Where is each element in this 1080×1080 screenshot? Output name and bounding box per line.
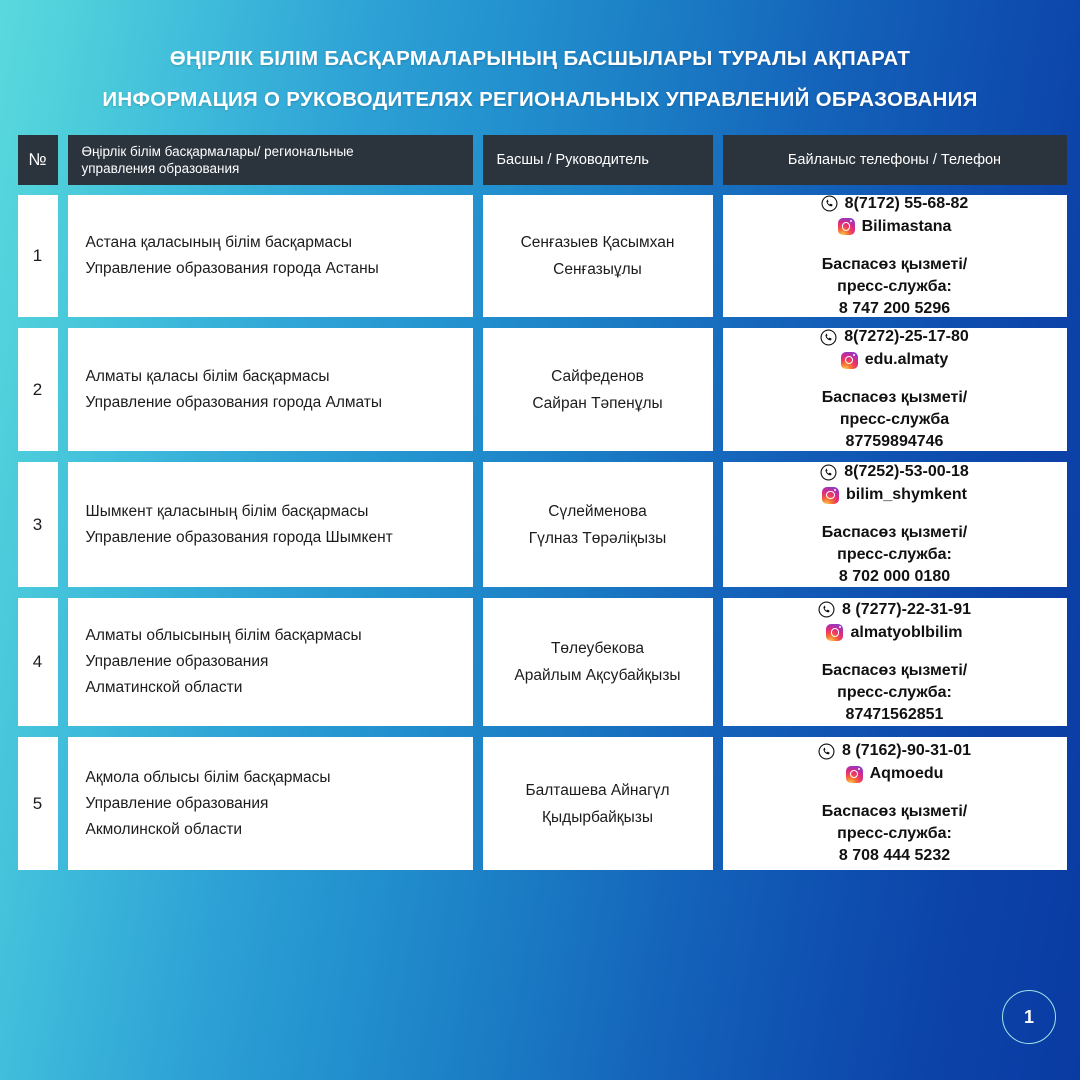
press-service-block bbox=[822, 522, 967, 588]
head-name-line1: Сайфеденов bbox=[551, 367, 644, 385]
organization-line-kk: Ақмола облысы білім басқармасы bbox=[85, 768, 331, 786]
column-header-organization-line2: управления образования bbox=[81, 161, 240, 176]
table-row bbox=[18, 462, 1063, 587]
row-number: 1 bbox=[18, 195, 58, 317]
instagram-handle: bilim_shymkent bbox=[846, 486, 967, 503]
phone-number: 8 (7162)-90-31-01 bbox=[842, 742, 971, 759]
press-phone: 87471562851 bbox=[845, 705, 944, 723]
instagram-icon bbox=[838, 218, 855, 235]
instagram-icon bbox=[841, 352, 858, 369]
press-phone: 8 708 444 5232 bbox=[838, 847, 951, 864]
press-line-ru: пресс-служба: bbox=[837, 683, 952, 701]
row-number: 5 bbox=[18, 737, 58, 870]
press-line-kk: Баспасөз қызметі/ bbox=[821, 255, 968, 273]
table-row bbox=[18, 737, 1063, 870]
instagram-line bbox=[841, 349, 949, 371]
organization-cell bbox=[68, 598, 473, 726]
contact-cell bbox=[723, 598, 1067, 726]
organization-cell bbox=[68, 328, 473, 451]
instagram-handle: edu.almaty bbox=[864, 351, 949, 368]
table-row bbox=[18, 195, 1063, 317]
row-number: 2 bbox=[18, 328, 58, 451]
phone-line bbox=[818, 599, 971, 621]
head-name-line2: Сайран Тәпенұлы bbox=[532, 394, 663, 412]
press-phone: 87759894746 bbox=[845, 433, 944, 450]
press-line-kk: Баспасөз қызметі/ bbox=[821, 389, 968, 406]
organization-line-ru-2: Алматинской области bbox=[85, 679, 243, 696]
phone-icon bbox=[821, 195, 838, 212]
head-name-line2: Сенғазыұлы bbox=[553, 261, 642, 278]
page-title-kazakh: ӨҢІРЛІК БІЛІМ БАСҚАРМАЛАРЫНЫҢ БАСШЫЛАРЫ ТУРАЛЫ АҚПАРАТ bbox=[169, 47, 911, 70]
head-name-cell bbox=[483, 598, 713, 726]
leaders-table bbox=[18, 135, 1063, 870]
table-row bbox=[18, 328, 1063, 451]
phone-icon bbox=[818, 743, 835, 760]
phone-icon bbox=[820, 464, 837, 481]
press-service-block bbox=[822, 254, 967, 320]
head-name-line2: Арайлым Ақсубайқызы bbox=[514, 667, 681, 684]
head-name-cell bbox=[483, 462, 713, 587]
instagram-line bbox=[822, 484, 967, 506]
organization-line-kk: Астана қаласының білім басқармасы bbox=[85, 234, 352, 251]
phone-line bbox=[821, 193, 969, 215]
head-name-line1: Сүлейменова bbox=[548, 502, 647, 520]
page-number-badge: 1 bbox=[1002, 990, 1056, 1044]
organization-line-kk: Алматы қаласы білім басқармасы bbox=[85, 367, 330, 385]
press-line-ru: пресс-служба: bbox=[837, 825, 952, 842]
head-name-line2: Гүлназ Төрәліқызы bbox=[528, 529, 667, 547]
press-line-kk: Баспасөз қызметі/ bbox=[821, 524, 968, 541]
phone-number: 8(7272)-25-17-80 bbox=[844, 328, 969, 345]
column-header-organization bbox=[68, 135, 473, 185]
press-line-ru: пресс-служба: bbox=[837, 546, 952, 563]
instagram-handle: almatyoblbilim bbox=[850, 623, 963, 641]
phone-line bbox=[820, 461, 969, 483]
phone-number: 8 (7277)-22-31-91 bbox=[842, 600, 971, 618]
head-name-line1: Балташева Айнагүл bbox=[525, 781, 670, 799]
phone-line bbox=[820, 326, 969, 348]
contact-cell bbox=[723, 737, 1067, 870]
instagram-line bbox=[826, 622, 962, 644]
organization-line-kk: Алматы облысының білім басқармасы bbox=[85, 627, 362, 644]
instagram-handle: Aqmoedu bbox=[869, 765, 944, 782]
organization-line-ru: Управление образования bbox=[85, 653, 269, 670]
head-name-cell bbox=[483, 195, 713, 317]
phone-line bbox=[818, 740, 971, 762]
press-service-block bbox=[822, 660, 967, 726]
column-header-number: № bbox=[18, 135, 58, 185]
phone-number: 8(7172) 55-68-82 bbox=[844, 194, 969, 212]
column-header-head: Басшы / Руководитель bbox=[483, 135, 713, 185]
row-number: 3 bbox=[18, 462, 58, 587]
table-header-row bbox=[18, 135, 1063, 185]
press-service-block bbox=[822, 801, 967, 867]
column-header-phone: Байланыс телефоны / Телефон bbox=[723, 135, 1067, 185]
organization-line-kk: Шымкент қаласының білім басқармасы bbox=[85, 502, 369, 520]
head-name-cell bbox=[483, 328, 713, 451]
organization-cell bbox=[68, 462, 473, 587]
table-row bbox=[18, 598, 1063, 726]
phone-icon bbox=[818, 601, 835, 618]
press-line-ru: пресс-служба: bbox=[837, 277, 952, 295]
organization-line-ru: Управление образования города Шымкент bbox=[85, 528, 393, 546]
column-header-organization-line1: Өңірлік білім басқармалары/ региональные bbox=[81, 144, 354, 159]
head-name-line1: Сенғазыев Қасымхан bbox=[520, 234, 675, 251]
contact-cell bbox=[723, 462, 1067, 587]
organization-line-ru: Управление образования города Алматы bbox=[85, 393, 383, 411]
press-phone: 8 702 000 0180 bbox=[838, 568, 951, 585]
press-service-block bbox=[822, 387, 967, 453]
head-name-line1: Төлеубекова bbox=[550, 640, 645, 657]
contact-cell bbox=[723, 195, 1067, 317]
instagram-line bbox=[838, 216, 952, 238]
press-line-kk: Баспасөз қызметі/ bbox=[821, 803, 968, 820]
press-line-kk: Баспасөз қызметі/ bbox=[821, 661, 968, 679]
phone-icon bbox=[820, 329, 837, 346]
instagram-icon bbox=[822, 487, 839, 504]
instagram-icon bbox=[846, 766, 863, 783]
organization-line-ru: Управление образования города Астаны bbox=[85, 260, 379, 277]
contact-cell bbox=[723, 328, 1067, 451]
head-name-line2: Қыдырбайқызы bbox=[542, 808, 653, 826]
instagram-line bbox=[846, 763, 944, 785]
organization-cell bbox=[68, 195, 473, 317]
row-number: 4 bbox=[18, 598, 58, 726]
instagram-icon bbox=[826, 624, 843, 641]
phone-number: 8(7252)-53-00-18 bbox=[844, 463, 969, 480]
instagram-handle: Bilimastana bbox=[861, 217, 952, 235]
organization-line-ru: Управление образования bbox=[85, 794, 269, 812]
press-phone: 8 747 200 5296 bbox=[838, 299, 951, 317]
head-name-cell bbox=[483, 737, 713, 870]
organization-line-ru-2: Акмолинской области bbox=[85, 820, 243, 838]
press-line-ru: пресс-служба bbox=[839, 411, 950, 428]
page-title-block bbox=[0, 0, 1080, 113]
organization-cell bbox=[68, 737, 473, 870]
page-title-russian: ИНФОРМАЦИЯ О РУКОВОДИТЕЛЯХ РЕГИОНАЛЬНЫХ УПРАВЛЕНИЙ ОБРАЗОВАНИЯ bbox=[102, 88, 978, 111]
